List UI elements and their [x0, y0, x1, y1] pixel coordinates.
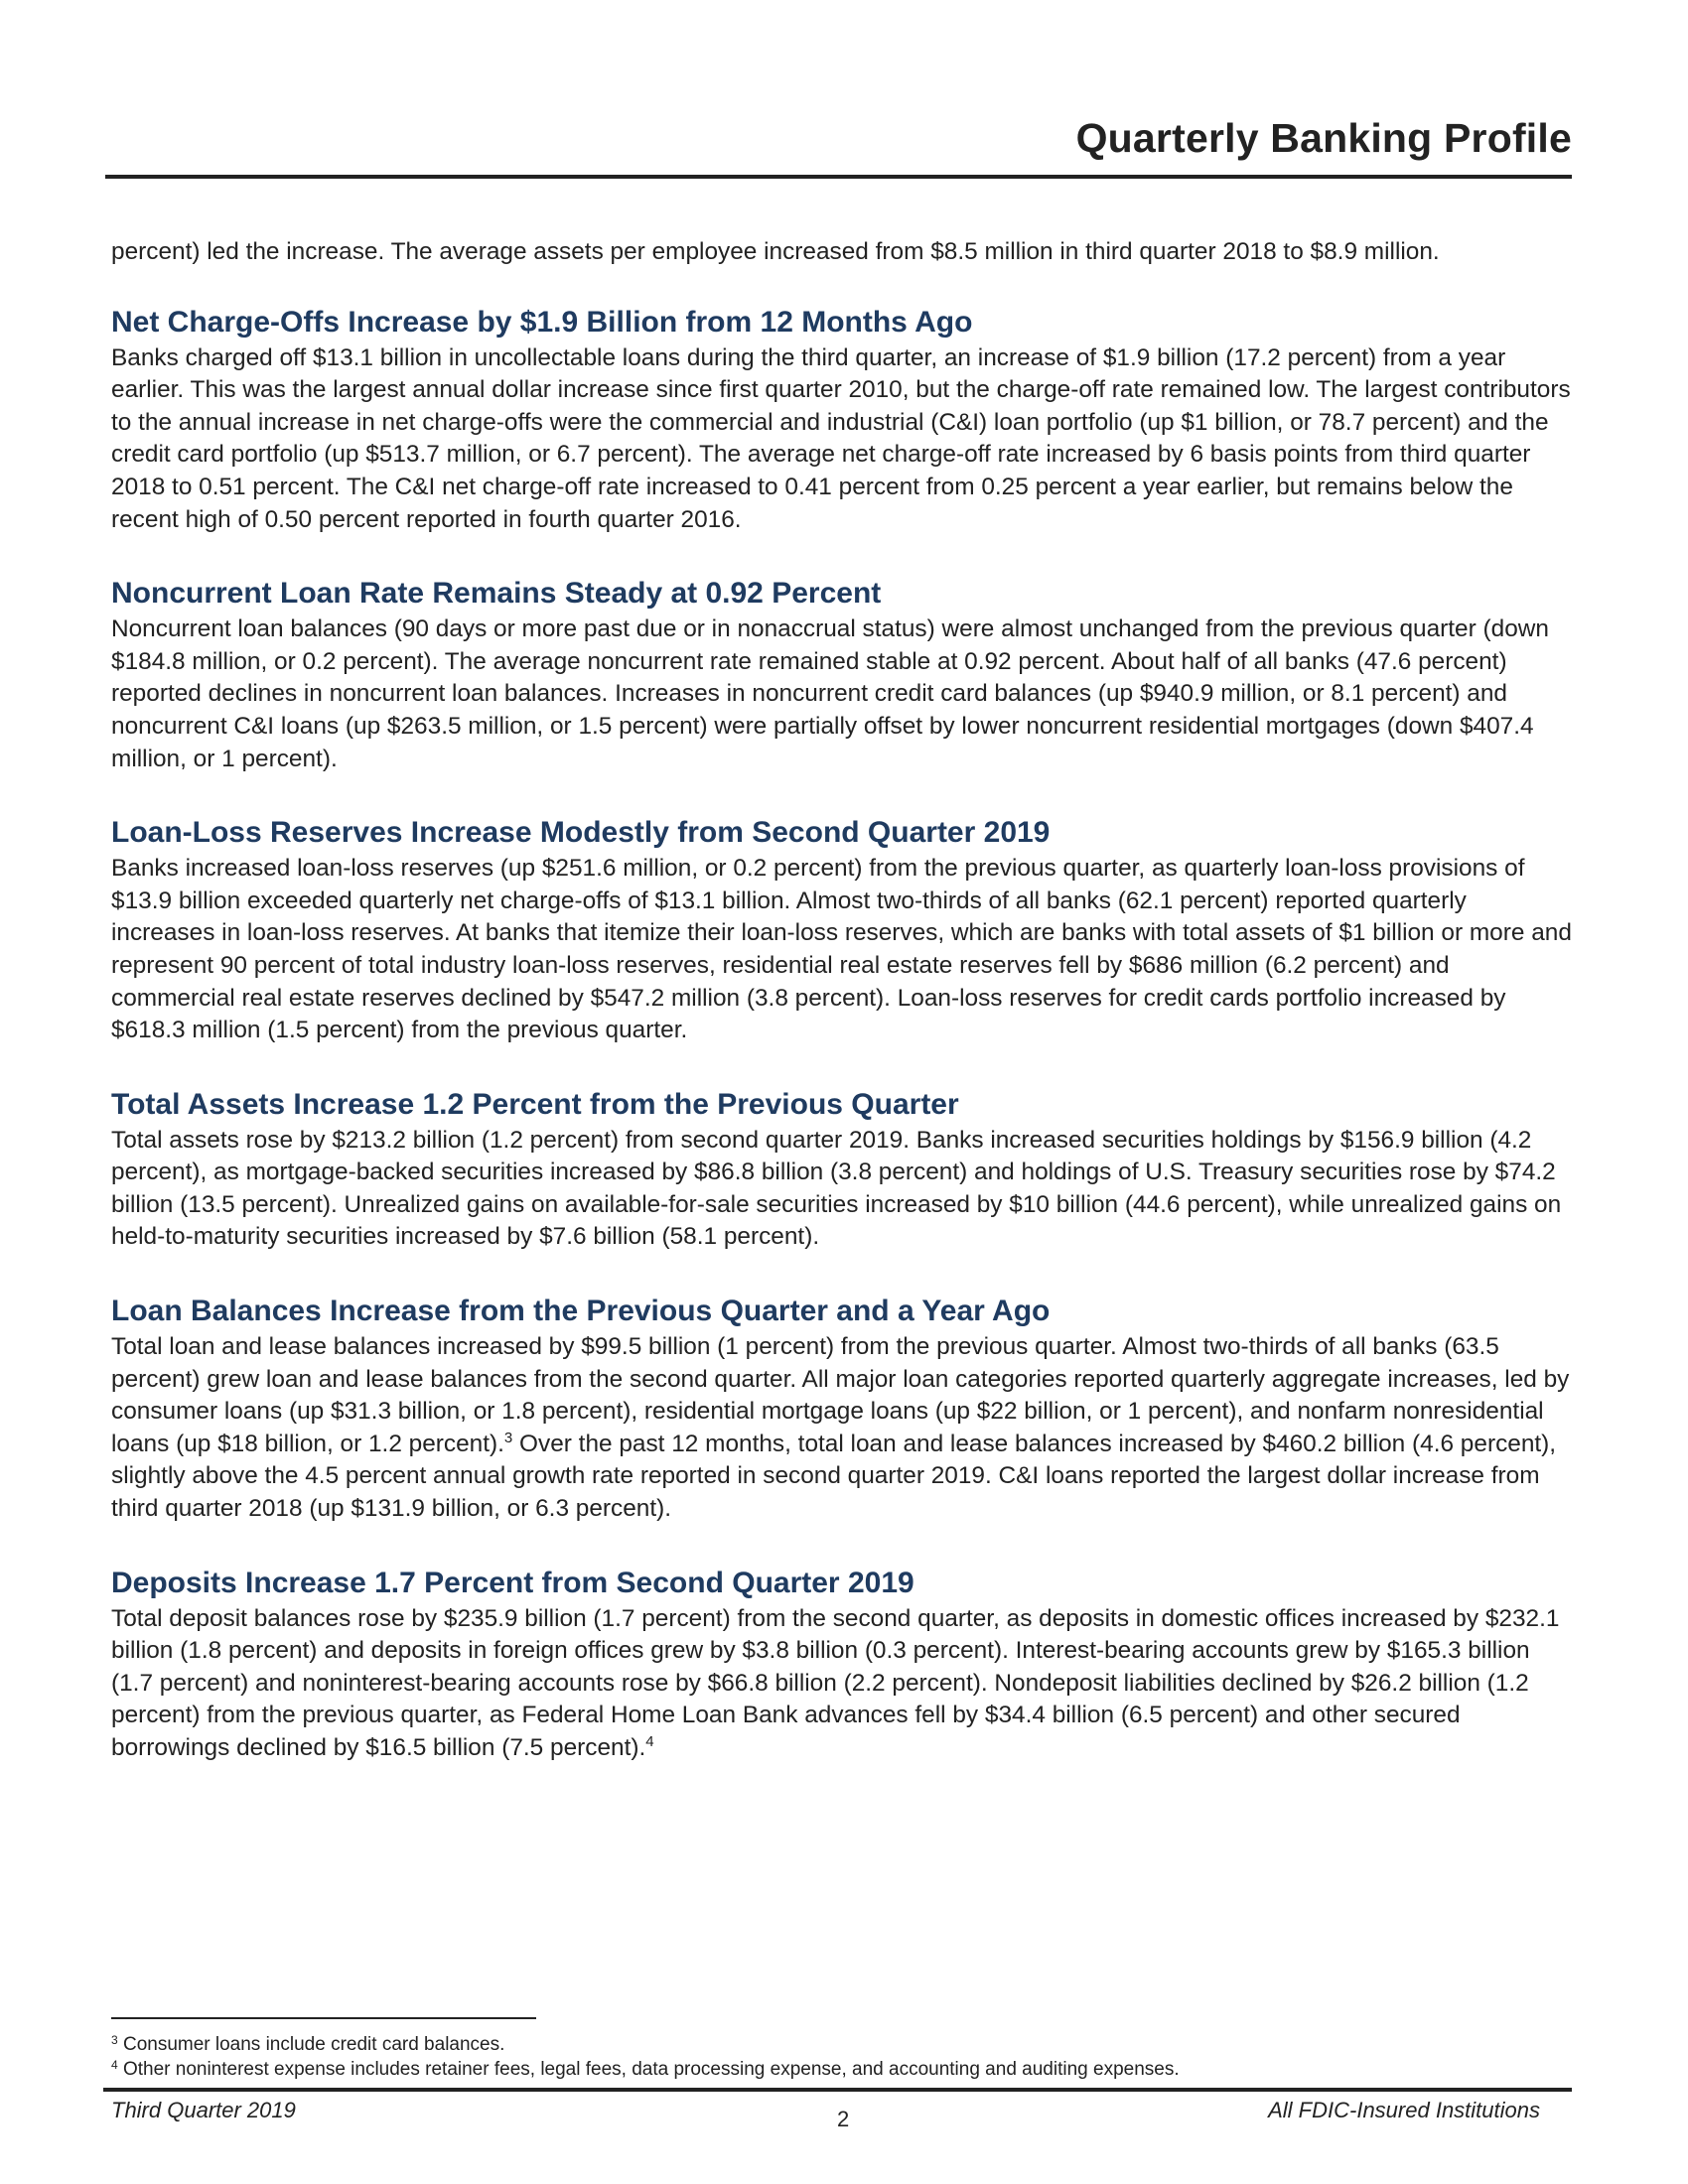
- footer-divider: [103, 2088, 1572, 2092]
- page-header-title: Quarterly Banking Profile: [1075, 115, 1572, 161]
- document-page: [107, 0, 1572, 2184]
- footer-quarter: Third Quarter 2019: [111, 2098, 296, 2122]
- section-body-net-charge-offs: Banks charged off $13.1 billion in uncollectable loans during the third quarter, an increase of $1.9 billion (17.2 percent) from a year earlier. This was the largest annual dollar increase since first quarter 2010, but the charge-off rate remained low. The largest contributors to the annual increase in net charge-offs were the commercial and industrial (C&I) loan portfolio (up $1 billion, or 78.7 percent) and the credit card portfolio (up $513.7 million, or 6.7 percent). The average net charge-off rate increased by 6 basis points from third quarter 2018 to 0.51 percent. The C&I net charge-off rate increased to 0.41 percent from 0.25 percent a year earlier, but remains below the recent high of 0.50 percent reported in fourth quarter 2016.: [111, 343, 1571, 533]
- footnote-ref-4[interactable]: 4: [645, 1733, 654, 1750]
- page-number: 2: [837, 2107, 850, 2131]
- footnote-text-3: Consumer loans include credit card balances.: [117, 2034, 505, 2055]
- footnote-3: [111, 2032, 1180, 2057]
- footnote-mark-3: 3: [111, 2033, 118, 2047]
- deposits-text: Total deposit balances rose by $235.9 billion (1.7 percent) from the second quarter, as deposits in domestic offices increased by $232.1 billion (1.8 percent) and deposits in foreign offices grew by $3.8 billion (0.3 percent). Interest-bearing accounts grew by $165.3 billion (1.7 percent) and noninterest-bearing accounts rose by $66.8 billion (2.2 percent). Nondeposit liabilities declined by $26.2 billion (1.2 percent) from the previous quarter, as Federal Home Loan Bank advances fell by $34.4 billion (6.5 percent) and other secured borrowings declined by $16.5 billion (7.5 percent).: [111, 1604, 1560, 1761]
- section-heading-net-charge-offs: Net Charge-Offs Increase by $1.9 Billion from 12 Months Ago: [111, 305, 973, 339]
- section-body-noncurrent-loans: Noncurrent loan balances (90 days or more past due or in nonaccrual status) were almost unchanged from the previous quarter (down $184.8 million, or 0.2 percent). The average noncurrent rate remained stable at 0.92 percent. About half of all banks (47.6 percent) reported declines in noncurrent loan balances. Increases in noncurrent credit card balances (up $940.9 million, or 8.1 percent) and noncurrent C&I loans (up $263.5 million, or 1.5 percent) were partially offset by lower noncurrent residential mortgages (down $407.4 million, or 1 percent).: [111, 615, 1549, 772]
- footnotes: [111, 2032, 1180, 2082]
- section-heading-loan-balances: Loan Balances Increase from the Previous Quarter and a Year Ago: [111, 1295, 1051, 1328]
- section-body-loan-balances: [111, 1331, 1572, 1526]
- footnote-divider: [111, 2017, 536, 2019]
- section-body-total-assets: Total assets rose by $213.2 billion (1.2 percent) from second quarter 2019. Banks increased securities holdings by $156.9 billion (4.2 percent), as mortgage-backed securities increased by $86.8 billion (3.8 percent) and holdings of U.S. Treasury securities rose by $74.2 billion (13.5 percent). Unrealized gains on available-for-sale securities increased by $10 billion (44.6 percent), while unrealized gains on held-to-maturity securities increased by $7.6 billion (58.1 percent).: [111, 1126, 1562, 1251]
- section-body-loan-loss-reserves: Banks increased loan-loss reserves (up $251.6 million, or 0.2 percent) from the previous quarter, as quarterly loan-loss provisions of $13.9 billion exceeded quarterly net charge-offs of $13.1 billion. Almost two-thirds of all banks (62.1 percent) reported quarterly increases in loan-loss reserves. At banks that itemize their loan-loss reserves, which are banks with total assets of $1 billion or more and represent 90 percent of total industry loan-loss reserves, residential real estate reserves fell by $686 million (6.2 percent) and commercial real estate reserves declined by $547.2 million (3.8 percent). Loan-loss reserves for credit cards portfolio increased by $618.3 million (1.5 percent) from the previous quarter.: [111, 855, 1572, 1044]
- intro-paragraph: percent) led the increase. The average assets per employee increased from $8.5 million in third quarter 2018 to $8.9 million.: [111, 238, 1440, 265]
- section-body-deposits: [111, 1603, 1572, 1765]
- header-divider: [105, 175, 1572, 179]
- loan-balances-text-a: Total loan and lease balances increased by $99.5 billion (1 percent) from the previous quarter. Almost two-thirds of all banks (63.5 percent) grew loan and lease balances from the second quarter. All major loan categories reported quarterly aggregate increases, led by consumer loans (up $31.3 billion, or 1.8 percent), residential mortgage loans (up $22 billion, or 1 percent), and nonfarm nonresidential loans (up $18 billion, or 1.2 percent).: [111, 1333, 1570, 1457]
- section-heading-noncurrent-loans: Noncurrent Loan Rate Remains Steady at 0.92 Percent: [111, 577, 882, 611]
- section-heading-total-assets: Total Assets Increase 1.2 Percent from the Previous Quarter: [111, 1087, 959, 1121]
- document-body: [111, 236, 1572, 1765]
- footnote-text-4: Other noninterest expense includes retainer fees, legal fees, data processing expense, and accounting and auditing expenses.: [117, 2059, 1180, 2080]
- section-heading-deposits: Deposits Increase 1.7 Percent from Second Quarter 2019: [111, 1566, 914, 1599]
- footer-institutions: All FDIC-Insured Institutions: [1268, 2098, 1540, 2122]
- footnote-ref-3[interactable]: 3: [503, 1429, 513, 1446]
- section-heading-loan-loss-reserves: Loan-Loss Reserves Increase Modestly from Second Quarter 2019: [111, 816, 1051, 850]
- loan-balances-text-b: Over the past 12 months, total loan and lease balances increased by $460.2 billion (4.6 percent), slightly above the 4.5 percent annual growth rate reported in second quarter 2019. C&I loans reported the largest dollar increase from third quarter 2018 (up $131.9 billion, or 6.3 percent).: [111, 1430, 1557, 1523]
- footnote-mark-4: 4: [111, 2058, 118, 2072]
- footnote-4: [111, 2057, 1180, 2082]
